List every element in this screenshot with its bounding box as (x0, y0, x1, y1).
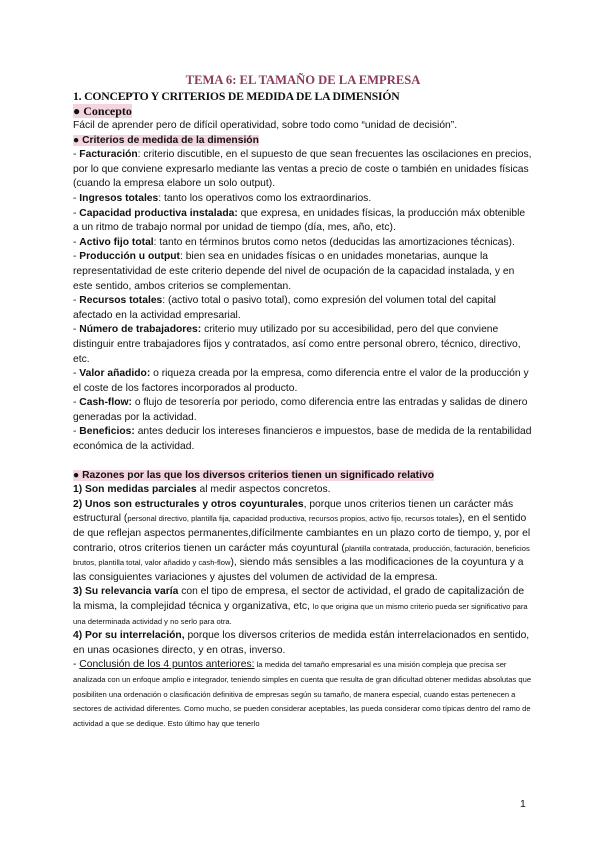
document-content (73, 72, 533, 731)
razon-3-heading: 3) Su relevancia varía (73, 586, 179, 598)
razon-1-heading: 1) Son medidas parciales (73, 484, 197, 496)
criterio-term: Facturación (79, 149, 138, 161)
criterio-text: criterio muy utilizado por su accesibilidad, pero del que conviene distinguir entre trabajadores fijos y contratados, así como entre personal obrero, técnico, directivo, etc. (73, 324, 521, 365)
criterio-item: - Recursos totales: (activo total o pasivo total), como expresión del volumen total del capital afectado en la actividad empresarial. (73, 295, 496, 321)
razon-4 (73, 629, 533, 658)
criterio-term: Capacidad productiva instalada: (79, 207, 238, 219)
concepto-text: Fácil de aprender pero de difícil operatividad, sobre todo como “unidad de decisión”. (73, 120, 458, 131)
razon-2-examples-2: plantilla contratada, producción, facturación, beneficios brutos, plantilla total, valor añadido y cash-flow (73, 543, 530, 568)
criterio-item: - Activo fijo total: tanto en términos brutos como netos (deducidas las amortizaciones técnicas). (73, 236, 515, 248)
razon-3: 3) Su relevancia varía con el tipo de empresa, el sector de actividad, el grado de capitalización de la misma, la complejidad técnica y organizativa, etc, lo que origina que un mismo criterio pueda ser significativo para una determinada actividad y no serlo para otra. (73, 586, 528, 626)
razon-2: 2) Unos son estructurales y otros coyunturales, porque unos criterios tienen un carácter más estructural (personal directivo, plantilla fija, capacidad productiva, recursos propios, activo fijo, recursos totales), en el sentido de que reflejan aspectos permanentes,difícilmente cambiantes en un plazo corto de tiempo, y, por el contrario, otros criterios tienen un carácter más coyuntural (plantilla contratada, producción, facturación, beneficios brutos, plantilla total, valor añadido y cash-flow), siendo más sensibles a las modificaciones de la coyuntura y a las consiguientes variaciones y ajustes del volumen de actividad de la empresa. (73, 498, 531, 583)
criterio-term: Producción u output (79, 251, 180, 263)
criterio-term: Número de trabajadores: (79, 324, 202, 336)
razones-heading-text: ● Razones por las que los diversos criterios tienen un significado relativo (73, 469, 434, 481)
razon-2-heading: 2) Unos son estructurales y otros coyunturales (73, 498, 304, 510)
criterio-text: antes deducir los intereses financieros e impuestos, base de medida de la rentabilidad económica de la actividad. (73, 426, 532, 453)
criterio-term: Cash-flow: (79, 397, 132, 409)
razon-4-heading: 4) Por su interrelación, (73, 630, 185, 642)
criterio-term: Beneficios: (79, 426, 135, 438)
page-number: 1 (520, 798, 526, 810)
criterios-heading (73, 134, 533, 149)
criterio-text: o riqueza creada por la empresa, como diferencia entre el valor de la producción y el coste de los factores incorporados al producto. (73, 368, 529, 394)
criterio-text: (activo total o pasivo total), como expresión del volumen total del capital afectado en la actividad empresarial. (73, 295, 496, 321)
concepto-heading (73, 104, 533, 119)
criterio-term: Ingresos totales (79, 192, 159, 204)
criterio-text: tanto en términos brutos como netos (deducidas las amortizaciones técnicas). (159, 236, 515, 248)
criterio-item: - Cash-flow: o flujo de tesorería por periodo, como diferencia entre las entradas y salidas de dinero generadas por la actividad. (73, 397, 528, 423)
criterio-item: - Número de trabajadores: criterio muy utilizado por su accesibilidad, pero del que conviene distinguir entre trabajadores fijos y contratados, así como entre personal obrero, técnico, directivo, etc. (73, 324, 521, 365)
criterio-item: - Capacidad productiva instalada: que expresa, en unidades físicas, la producción máx obtenible a un ritmo de trabajo normal por unidad de tiempo (día, mes, año, etc). (73, 207, 526, 234)
razon-3-note: lo que origina que un mismo criterio pueda ser significativo para una determinada actividad y no serlo para otra. (73, 602, 528, 626)
criterio-text: bien sea en unidades físicas o en unidades monetarias, aunque la representatividad de este criterio depende del nivel de ocupación de la capacidad instalada, y en este sentido, ambos criterios se complementan. (73, 251, 515, 292)
criterio-text: que expresa, en unidades físicas, la producción máx obtenible a un ritmo de trabajo normal por unidad de tiempo (día, mes, año, etc). (73, 207, 526, 234)
razon-1-text: al medir aspectos concretos. (196, 484, 331, 496)
razon-2-examples-1: personal directivo, plantilla fija, capacidad productiva, recursos propios, activo fijo, recursos totales (127, 514, 459, 524)
section-heading: 1. CONCEPTO Y CRITERIOS DE MEDIDA DE LA DIMENSIÓN (73, 90, 400, 103)
criterios-list (73, 148, 533, 454)
razones-heading (73, 469, 533, 484)
criterio-item: - Valor añadido: o riqueza creada por la empresa, como diferencia entre el valor de la producción y el coste de los factores incorporados al producto. (73, 368, 529, 394)
conclusion-label: Conclusión de los 4 puntos anteriores: (79, 659, 255, 671)
razon-1 (73, 483, 533, 498)
spacer (73, 455, 533, 469)
criterio-item: - Producción u output: bien sea en unidades físicas o en unidades monetarias, aunque la representatividad de este criterio depende del nivel de ocupación de la capacidad instalada, y en este sentido, ambos criterios se complementan. (73, 251, 515, 292)
conclusion-text: la medida del tamaño empresarial es una misión compleja que precisa ser analizada con un enfoque amplio e integrador, teniendo simples en cuenta que resulta de gran dificultad obtener medidas absolutas que posibiliten una ordenación o clasificación definitiva de empresas según su tamaño, de manera especial, cuando estas pertenecen a sectores de actividad diferentes. Como mucho, se pueden considerar aceptables, las pueda considerar como típicas dentro del ramo de actividad a que se dedique. Esto último hay que tenerlo (73, 660, 532, 728)
criterios-heading-text: ● Criterios de medida de la dimensión (73, 134, 259, 146)
criterio-term: Activo fijo total (79, 236, 154, 248)
criterio-item: - Ingresos totales: tanto los operativos como los extraordinarios. (73, 192, 372, 204)
criterio-term: Recursos totales (79, 295, 163, 307)
conclusion: - Conclusión de los 4 puntos anteriores: la medida del tamaño empresarial es una misión compleja que precisa ser analizada con un enfoque amplio e integrador, teniendo simples en cuenta que resulta de gran dificultad obtener medidas absolutas que posibiliten una ordenación o clasificación definitiva de empresas según su tamaño, de manera especial, cuando estas pertenecen a sectores de actividad diferentes. Como mucho, se pueden considerar aceptables, las pueda considerar como típicas dentro del ramo de actividad a que se dedique. Esto último hay que tenerlo (73, 659, 532, 728)
criterio-text: tanto los operativos como los extraordinarios. (164, 192, 372, 204)
criterio-term: Valor añadido: (79, 368, 151, 380)
document-title: TEMA 6: EL TAMAÑO DE LA EMPRESA (185, 73, 421, 87)
criterio-item: - Facturación: criterio discutible, en el supuesto de que sean frecuentes las oscilaciones en precios, por lo que conviene expresarlo mediante las ventas a precio de coste o también en unidades físicas (cuando la empresa elabore un solo output). (73, 149, 532, 190)
razon-4-text: porque los diversos criterios de medida están interrelacionados en sentido, en unas ocasiones directo, y en otras, inverso. (73, 630, 530, 656)
concepto-heading-text: ● Concepto (73, 104, 132, 118)
criterio-text: criterio discutible, en el supuesto de que sean frecuentes las oscilaciones en precios, por lo que conviene expresarlo mediante las ventas a precio de coste o también en unidades físicas (cuando la empresa elabore un solo output). (73, 149, 532, 190)
criterio-item: - Beneficios: antes deducir los intereses financieros e impuestos, base de medida de la rentabilidad económica de la actividad. (73, 426, 532, 453)
criterio-text: o flujo de tesorería por periodo, como diferencia entre las entradas y salidas de dinero generadas por la actividad. (73, 397, 528, 423)
